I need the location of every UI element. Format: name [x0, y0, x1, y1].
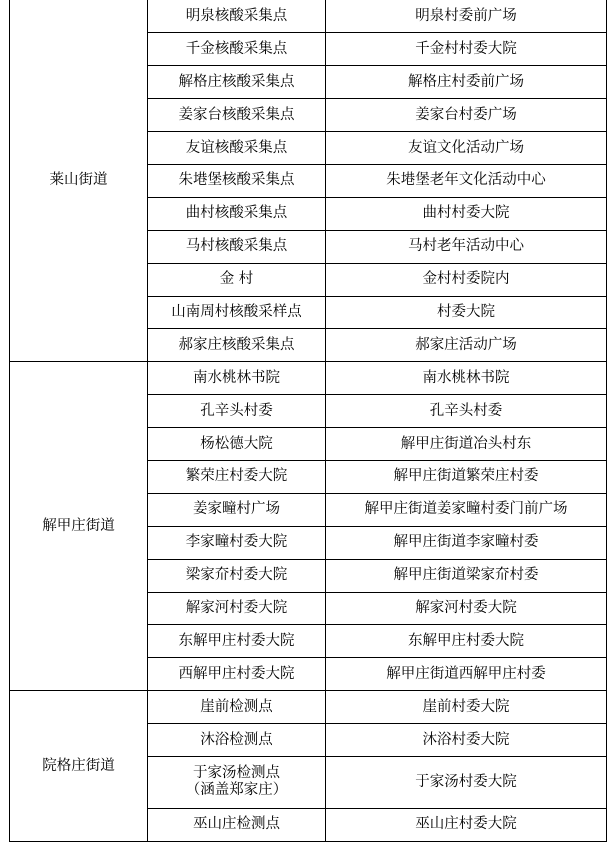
district-cell: 解甲庄街道 — [10, 362, 148, 691]
location-cell: 解甲庄街道冶头村东 — [326, 428, 607, 461]
location-cell: 沐浴村委大院 — [326, 724, 607, 757]
site-cell: 杨松德大院 — [148, 428, 326, 461]
location-cell: 解格庄村委前广场 — [326, 66, 607, 99]
site-cell: 西解甲庄村委大院 — [148, 658, 326, 691]
district-cell: 莱山街道 — [10, 0, 148, 362]
location-cell: 解甲庄街道李家疃村委 — [326, 526, 607, 559]
location-cell: 南水桃林书院 — [326, 362, 607, 395]
site-cell: 解家河村委大院 — [148, 592, 326, 625]
location-cell: 千金村村委大院 — [326, 33, 607, 66]
collection-sites-table — [9, 0, 607, 842]
location-cell: 崖前村委大院 — [326, 691, 607, 724]
site-cell: 友谊核酸采集点 — [148, 132, 326, 165]
site-cell: 李家疃村委大院 — [148, 526, 326, 559]
site-cell: 马村核酸采集点 — [148, 230, 326, 263]
location-cell: 巫山庄村委大院 — [326, 808, 607, 841]
location-cell: 曲村村委大院 — [326, 197, 607, 230]
location-cell: 金村村委院内 — [326, 263, 607, 296]
site-cell: 郝家庄核酸采集点 — [148, 329, 326, 362]
site-cell: 东解甲庄村委大院 — [148, 625, 326, 658]
location-cell: 姜家台村委广场 — [326, 99, 607, 132]
location-cell: 朱塂堡老年文化活动中心 — [326, 164, 607, 197]
site-cell: 山南周村核酸采样点 — [148, 296, 326, 329]
site-cell: 沐浴检测点 — [148, 724, 326, 757]
site-cell: 崖前检测点 — [148, 691, 326, 724]
site-cell: 姜家疃村广场 — [148, 493, 326, 526]
site-cell: 孔辛头村委 — [148, 395, 326, 428]
site-cell: 繁荣庄村委大院 — [148, 460, 326, 493]
location-cell: 解甲庄街道姜家疃村委门前广场 — [326, 493, 607, 526]
location-cell: 孔辛头村委 — [326, 395, 607, 428]
site-cell: 梁家夼村委大院 — [148, 559, 326, 592]
location-cell: 明泉村委前广场 — [326, 0, 607, 33]
site-cell — [148, 756, 326, 808]
site-cell: 巫山庄检测点 — [148, 808, 326, 841]
site-cell: 解格庄核酸采集点 — [148, 66, 326, 99]
location-cell: 东解甲庄村委大院 — [326, 625, 607, 658]
site-cell: 金 村 — [148, 263, 326, 296]
location-cell: 郝家庄活动广场 — [326, 329, 607, 362]
site-coverage-note: （涵盖郑家庄） — [185, 782, 288, 799]
location-cell: 解甲庄街道繁荣庄村委 — [326, 460, 607, 493]
table-row — [10, 691, 607, 724]
table-row — [10, 362, 607, 395]
site-cell: 曲村核酸采集点 — [148, 197, 326, 230]
site-cell: 明泉核酸采集点 — [148, 0, 326, 33]
site-cell: 南水桃林书院 — [148, 362, 326, 395]
location-cell: 解甲庄街道梁家夼村委 — [326, 559, 607, 592]
location-cell: 解甲庄街道西解甲庄村委 — [326, 658, 607, 691]
district-cell: 院格庄街道 — [10, 691, 148, 842]
site-cell: 朱塂堡核酸采集点 — [148, 164, 326, 197]
location-cell: 马村老年活动中心 — [326, 230, 607, 263]
site-cell: 姜家台核酸采集点 — [148, 99, 326, 132]
location-cell: 解家河村委大院 — [326, 592, 607, 625]
table-row — [10, 0, 607, 33]
site-name-line: 于家汤检测点 — [193, 765, 280, 782]
location-cell: 友谊文化活动广场 — [326, 132, 607, 165]
site-cell: 千金核酸采集点 — [148, 33, 326, 66]
location-cell: 于家汤村委大院 — [326, 756, 607, 808]
location-cell: 村委大院 — [326, 296, 607, 329]
